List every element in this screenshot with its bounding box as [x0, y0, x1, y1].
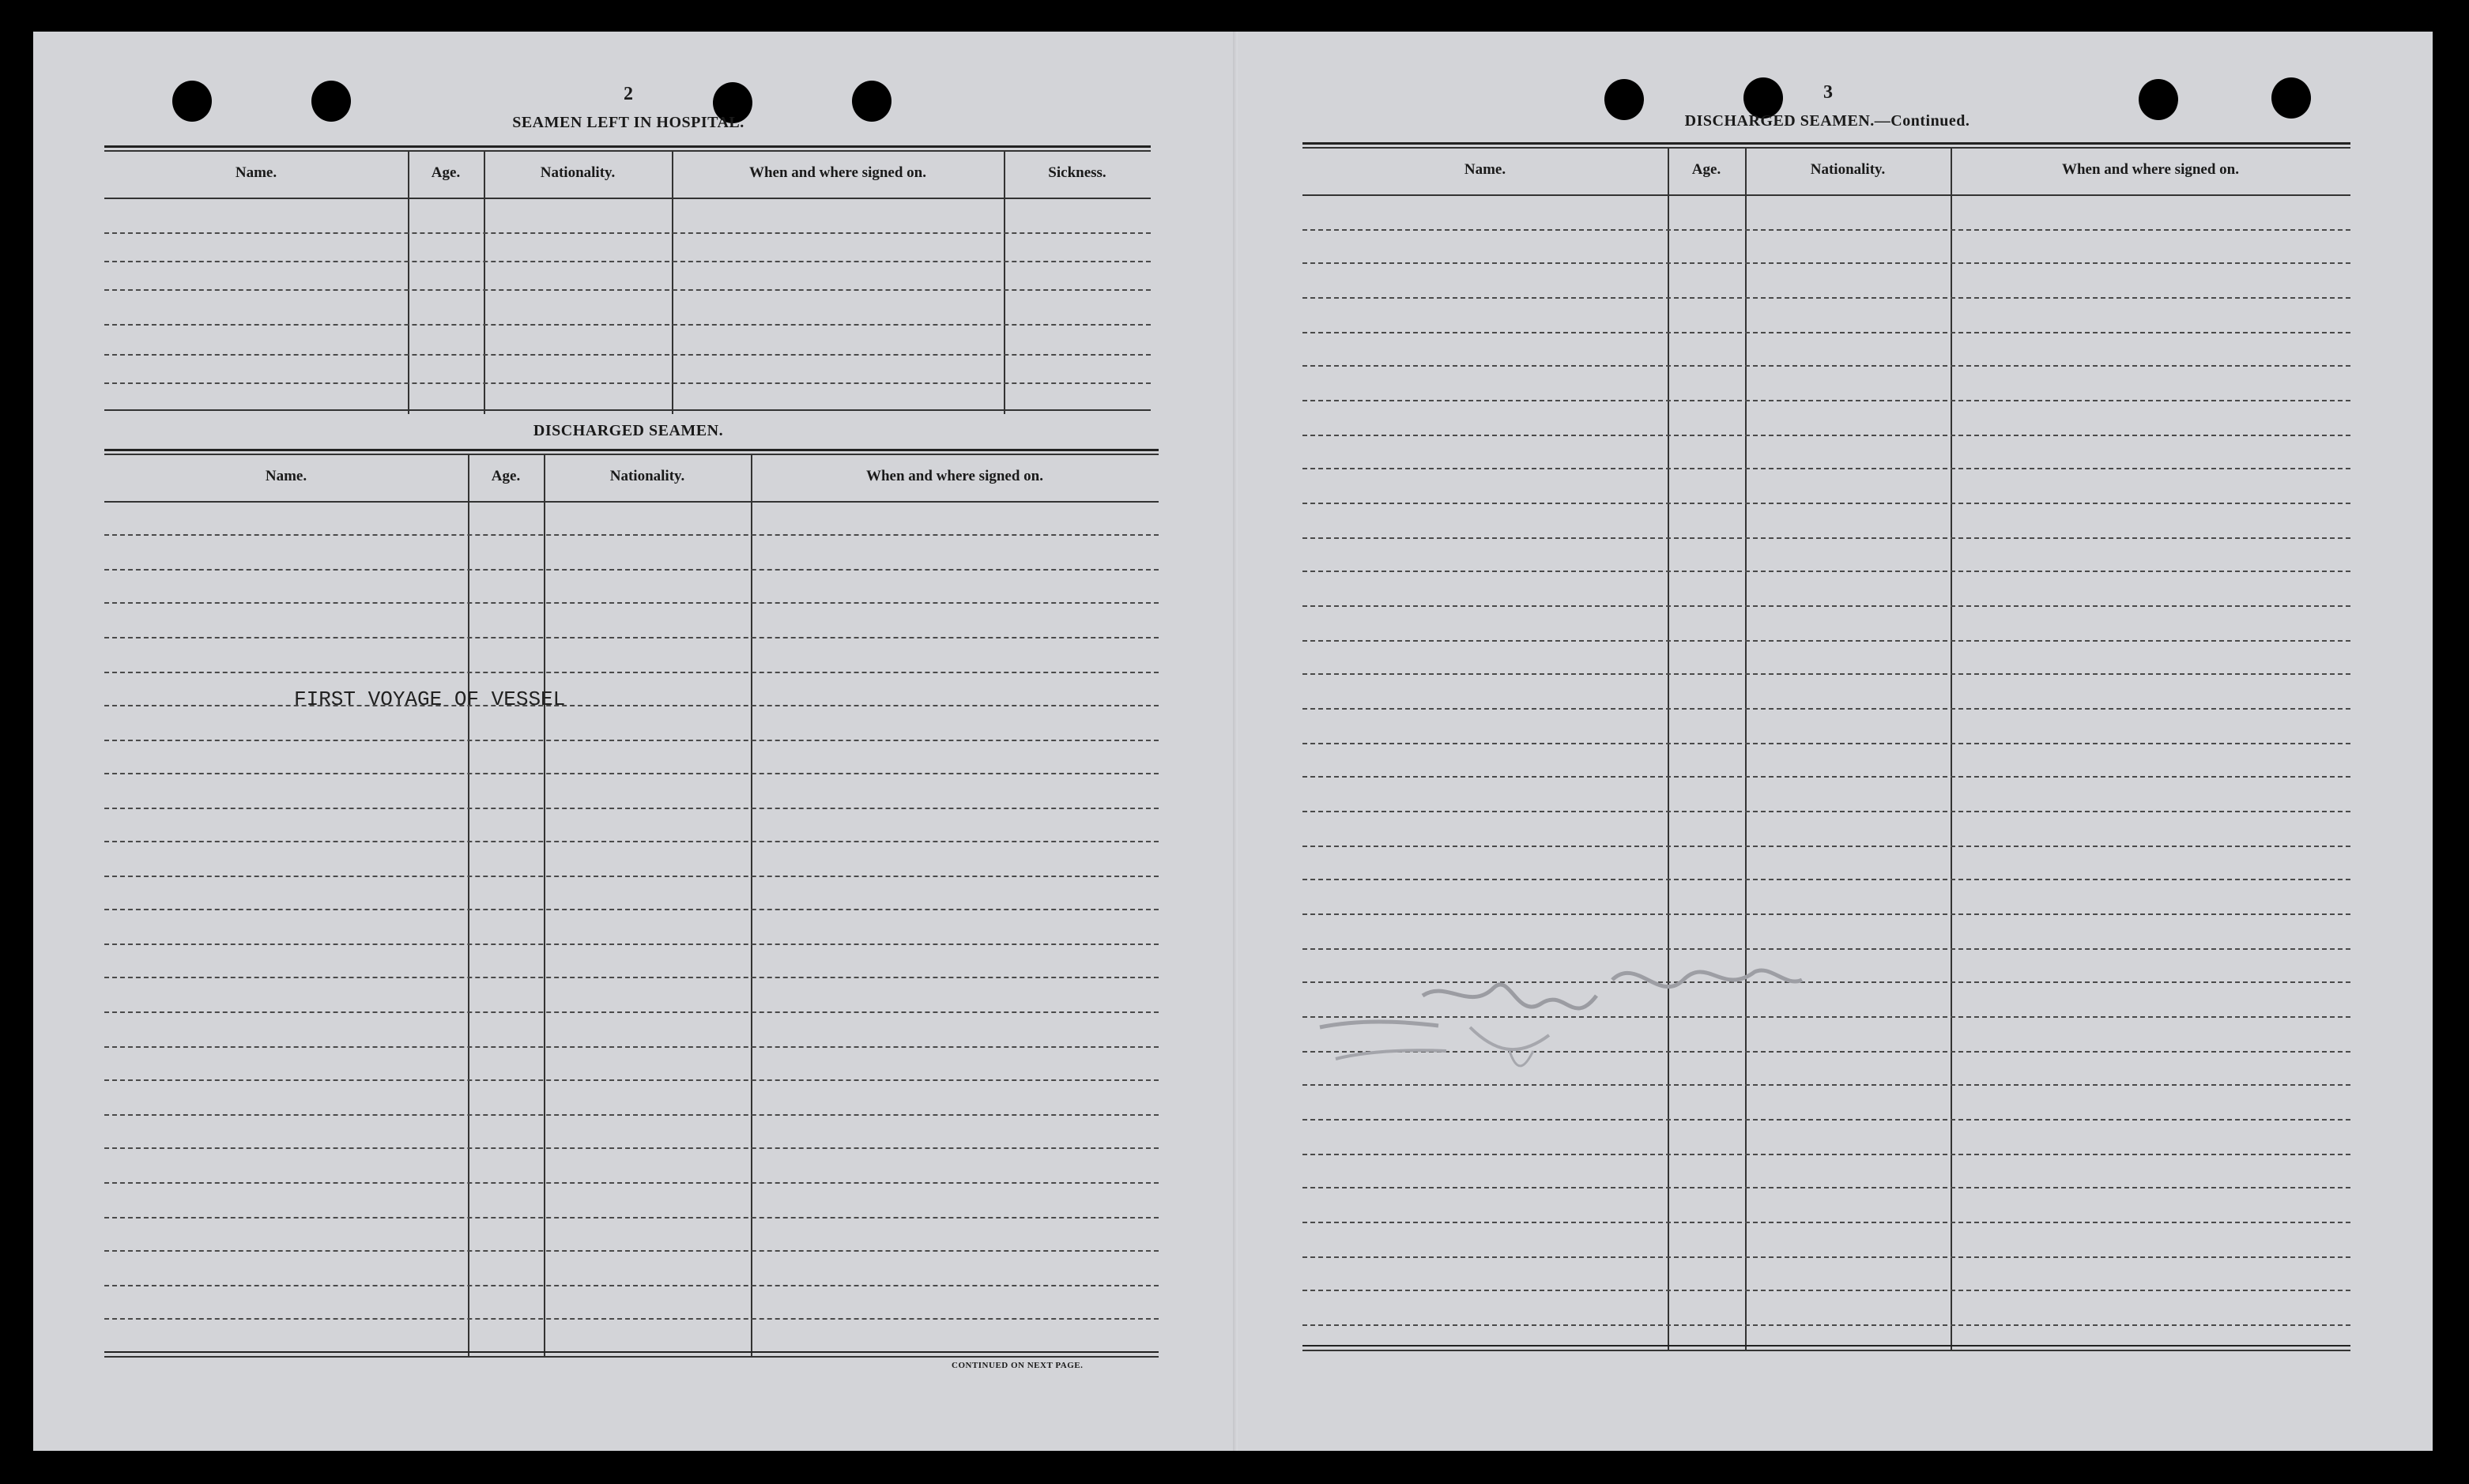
- column-header-nationality: Nationality.: [1810, 161, 1886, 178]
- punch-hole: [311, 81, 351, 122]
- typed-note: FIRST VOYAGE OF VESSEL: [294, 687, 566, 711]
- column-header-age: Age.: [431, 164, 461, 181]
- discharged-continued-title: DISCHARGED SEAMEN.—Continued.: [1684, 112, 1970, 130]
- column-header-nationality: Nationality.: [540, 164, 616, 181]
- hospital-section-title: SEAMEN LEFT IN HOSPITAL.: [512, 114, 744, 131]
- faint-signature: [1312, 932, 1818, 1106]
- column-header-nationality: Nationality.: [609, 468, 685, 484]
- column-header-when-where: When and where signed on.: [2061, 161, 2239, 178]
- column-header-name: Name.: [1464, 161, 1506, 178]
- punch-hole: [852, 81, 891, 122]
- punch-hole: [2271, 77, 2311, 119]
- page-fold: [1233, 32, 1238, 1451]
- column-header-when-where: When and where signed on.: [748, 164, 926, 181]
- discharged-continued-table: [1302, 142, 2350, 1356]
- page-number-left: 2: [624, 84, 633, 104]
- discharged-section-title: DISCHARGED SEAMEN.: [533, 422, 724, 439]
- punch-hole: [172, 81, 212, 122]
- page-number-right: 3: [1823, 82, 1833, 103]
- discharged-table: [104, 449, 1159, 1356]
- column-header-sickness: Sickness.: [1048, 164, 1106, 181]
- continued-footer: CONTINUED ON NEXT PAGE.: [952, 1361, 1084, 1370]
- column-header-age: Age.: [1691, 161, 1721, 178]
- column-header-name: Name.: [235, 164, 277, 181]
- column-header-when-where: When and where signed on.: [865, 468, 1043, 484]
- hospital-table: [104, 145, 1151, 414]
- column-header-age: Age.: [491, 468, 521, 484]
- column-header-name: Name.: [265, 468, 307, 484]
- punch-hole: [2139, 79, 2178, 120]
